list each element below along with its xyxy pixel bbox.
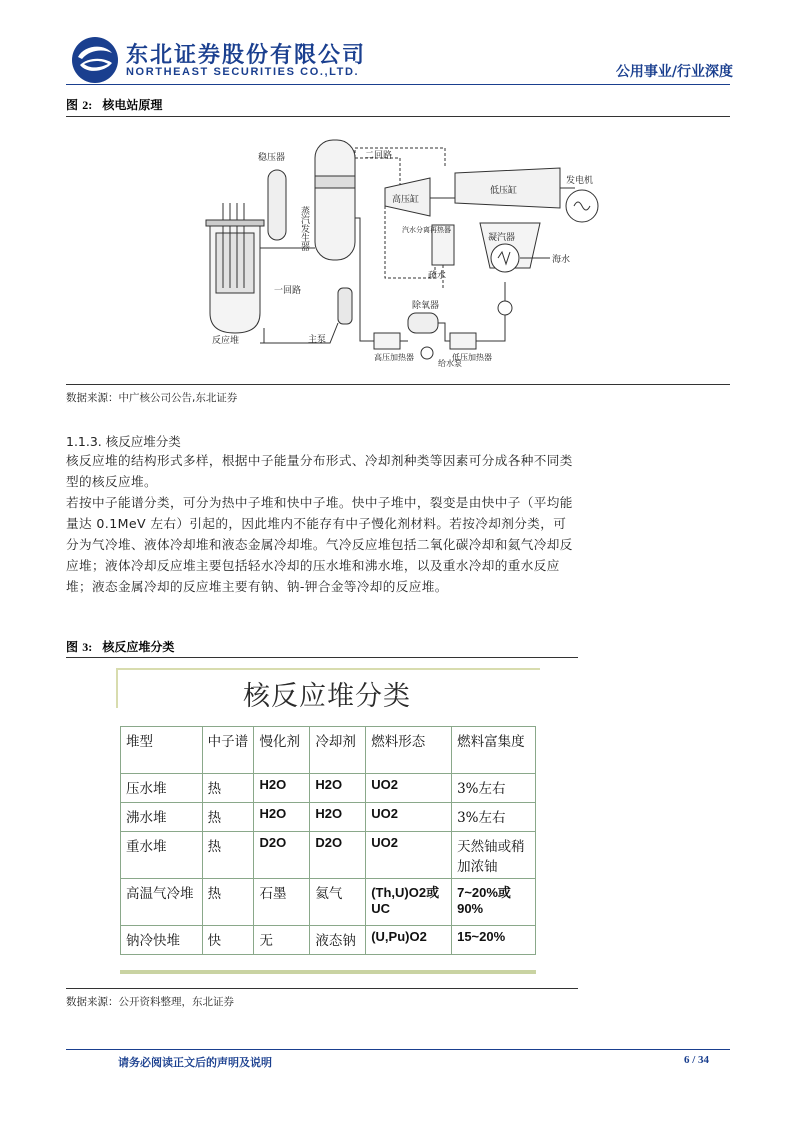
table-cell: H2O [310,803,366,832]
figure3-bottom-rule [66,988,578,989]
figure3-frame-top [116,668,540,670]
header-cell: 燃料富集度 [452,727,536,774]
nuclear-plant-diagram [180,128,620,380]
figure3-source: 数据来源：公开资料整理，东北证券 [66,996,234,1008]
page-number: 6 / 34 [683,1054,709,1066]
figure2-caption-label: 图 [66,98,79,112]
label-condenser: 凝汽器 [488,233,516,243]
table-cell: D2O [254,832,310,879]
label-pressurizer: 稳压器 [258,153,286,163]
table-cell: 无 [254,926,310,955]
label-deaerator: 除氧器 [412,301,440,311]
table-row [121,926,536,955]
company-name-cn: 东北证券股份有限公司 [126,43,367,68]
figure3-top-rule [66,657,578,658]
table-cell: 15~20% [452,926,536,955]
label-feed-pump: 给水泵 [438,359,462,368]
header-cell: 堆型 [121,727,203,774]
footer-disclaimer: 请务必阅读正文后的声明及说明 [118,1056,272,1069]
table-cell: 氦气 [310,879,366,926]
figure2-caption-num: 2: [82,98,93,112]
figure3-caption-label: 图 [66,640,79,654]
table-cell: 热 [202,832,254,879]
paragraph-2: 若按中子能谱分类，可分为热中子堆和快中子堆。快中子堆中，裂变是由快中子（平均能量达 0.1MeV 左右）引起的，因此堆内不能存有中子慢化剂材料。若按冷却剂分类，可分为气冷堆、液体冷却堆和液态金属冷却堆。气冷反应堆包括二氧化碳冷却和氦气冷却反应堆；液体冷却反应堆主要包括轻水冷却的压水堆和沸水堆，以及重水冷却的重水反应堆；液态金属冷却的反应堆主要有钠、钠-钾合金等冷却的反应堆。 [66,495,573,594]
table-cell: 3%左右 [452,803,536,832]
header-cell: 燃料形态 [366,727,452,774]
reactor-classification-table [120,726,536,955]
company-logo [70,35,120,85]
table-cell: 7~20%或90% [452,879,536,926]
table-cell: 热 [202,774,254,803]
label-hp-heater: 高压加热器 [374,353,414,362]
table-cell: 快 [202,926,254,955]
table-cell: (U,Pu)O2 [366,926,452,955]
main-pump-body [338,288,352,324]
condensate-pump [498,301,512,315]
table-cell: H2O [254,803,310,832]
table-row [121,774,536,803]
header-cell: 慢化剂 [254,727,310,774]
reactor-classification-figure [112,668,542,978]
figure2-bottom-rule [66,384,730,385]
table-header-row [121,727,536,774]
table-cell: D2O [310,832,366,879]
table-cell: UO2 [366,803,452,832]
label-drain: 疏水 [428,271,447,281]
table-cell: 石墨 [254,879,310,926]
header-cell: 中子谱 [202,727,254,774]
figure2-caption-title: 核电站原理 [102,98,163,112]
label-secondary-loop: 二回路 [365,151,393,161]
table-title: 核反应堆分类 [243,681,411,712]
table-cell: 热 [202,803,254,832]
table-bottom-band [120,970,536,974]
figure3-caption-title: 核反应堆分类 [102,640,175,654]
table-cell: (Th,U)O2或UC [366,879,452,926]
feed-pump [421,347,433,359]
report-category: 公用事业/行业深度 [615,64,733,80]
table-cell: 3%左右 [452,774,536,803]
table-row [121,879,536,926]
label-separator-reheater: 汽水分离再热器 [402,226,451,234]
figure2-caption [66,96,162,113]
table-cell: UO2 [366,774,452,803]
steam-generator-shell [315,140,355,260]
pressurizer-tank [268,170,286,240]
lp-heater-box [450,333,476,349]
hp-heater-box [374,333,400,349]
label-generator: 发电机 [566,176,594,186]
table-cell: H2O [310,774,366,803]
label-main-pump: 主泵 [308,335,327,345]
header-divider [66,84,730,85]
label-primary-loop: 一回路 [274,286,302,296]
label-seawater: 海水 [552,255,571,265]
label-hp-cylinder: 高压缸 [392,195,420,205]
footer-divider [66,1049,730,1050]
section-heading: 1.1.3. 核反应堆分类 [66,434,181,449]
paragraph-1: 核反应堆的结构形式多样，根据中子能量分布形式、冷却剂种类等因素可分成各种不同类型的核反应堆。 [66,453,573,489]
figure2-source: 数据来源：中广核公司公告,东北证券 [66,392,238,404]
table-cell: 高温气冷堆 [121,879,203,926]
table-cell: 液态钠 [310,926,366,955]
table-row [121,832,536,879]
table-cell: 天然铀或稍加浓铀 [452,832,536,879]
table-cell: 热 [202,879,254,926]
deaerator-tank [408,313,438,333]
figure2-top-rule [66,116,730,117]
label-steam-generator: 蒸汽发生器 [299,206,309,251]
figure3-caption [66,638,174,655]
table-row [121,803,536,832]
table-cell: 沸水堆 [121,803,203,832]
table-cell: 重水堆 [121,832,203,879]
label-lp-cylinder: 低压缸 [490,186,518,196]
table-cell: H2O [254,774,310,803]
company-name-en: NORTHEAST SECURITIES CO.,LTD. [126,66,360,78]
table-cell: UO2 [366,832,452,879]
figure3-caption-num: 3: [82,640,93,654]
label-reactor: 反应堆 [212,336,240,346]
header-cell: 冷却剂 [310,727,366,774]
table-cell: 压水堆 [121,774,203,803]
label-lp-heater: 低压加热器 [452,353,492,362]
table-cell: 钠冷快堆 [121,926,203,955]
